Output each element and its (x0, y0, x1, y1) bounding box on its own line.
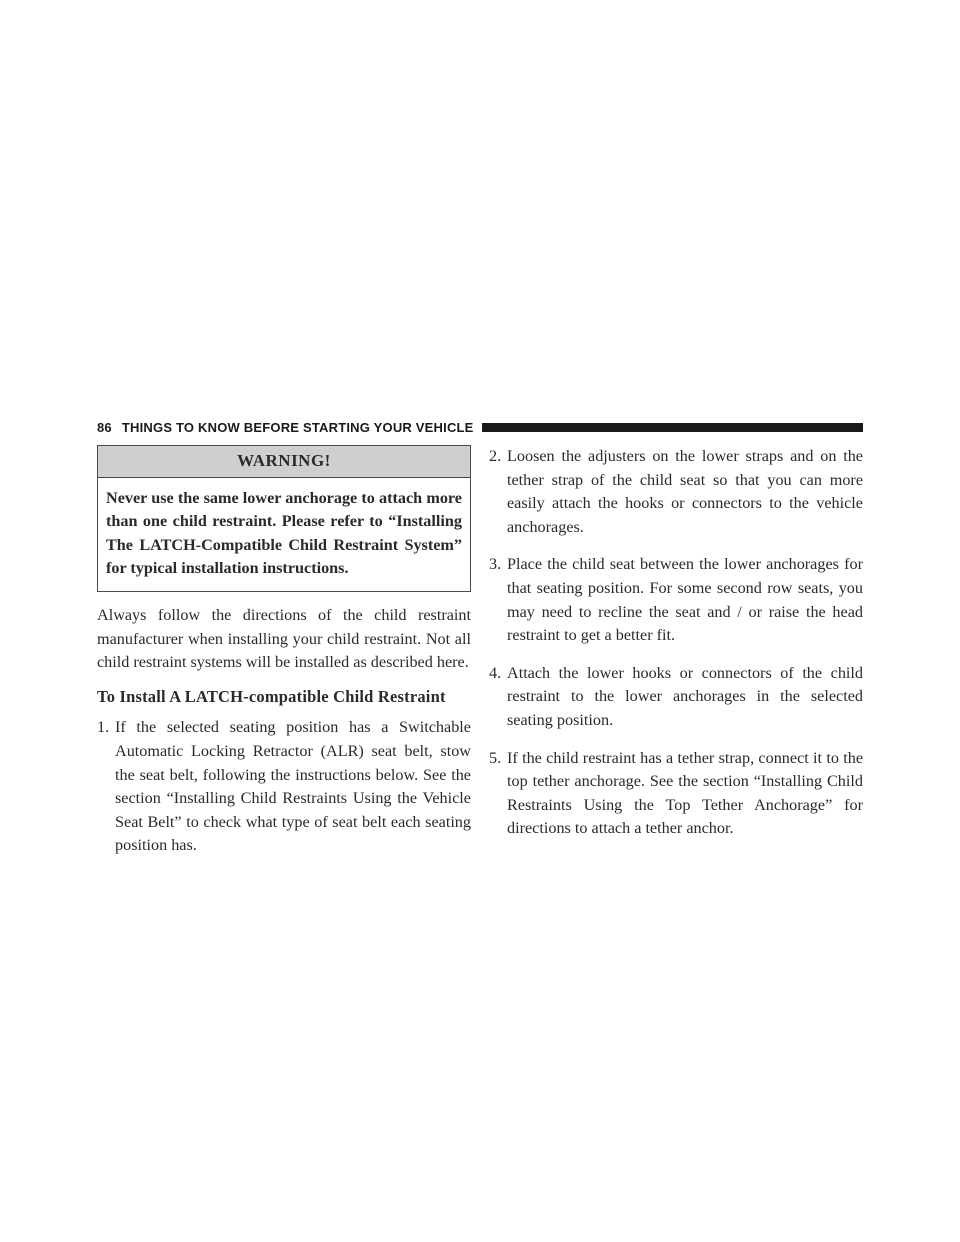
page-header (97, 417, 863, 437)
list-item (489, 553, 863, 647)
warning-title: WARNING! (98, 446, 470, 478)
subheading: To Install A LATCH-compatible Child Restraint (97, 686, 446, 706)
step-number: 1. (97, 718, 110, 737)
step-text: If the selected seating position has a Switchable Automatic Locking Retractor (ALR) seat belt, stow the seat belt, following the instructions below. See the section “Installing Child Restraints Using the Vehicle Seat Belt” to check what type of seat belt each seating position has. (115, 718, 471, 855)
step-text: If the child restraint has a tether strap, connect it to the top tether anchorage. See the section “Installing Child Restraints Using the Top Tether Anchorage” for directions to attach a tether anchor. (507, 748, 863, 838)
page-number: 86 (97, 419, 112, 435)
list-item (489, 662, 863, 733)
warning-box (97, 445, 471, 592)
step-number: 2. (489, 447, 502, 465)
steps-list-left (97, 716, 471, 858)
step-text: Loosen the adjusters on the lower straps and on the tether strap of the child seat so that you can more easily attach the hooks or connectors to the vehicle anchorages. (507, 447, 863, 536)
right-column (489, 445, 863, 855)
left-column (97, 445, 471, 870)
step-text: Attach the lower hooks or connectors of the child restraint to the lower anchorages in the selected seating position. (507, 663, 863, 729)
list-item (489, 747, 863, 841)
list-item (489, 445, 863, 539)
section-title: THINGS TO KNOW BEFORE STARTING YOUR VEHICLE (121, 419, 474, 435)
step-text: Place the child seat between the lower anchorages for that seating position. For some second row seats, you may need to recline the seat and / or raise the head restraint to get a better fit. (507, 555, 863, 645)
intro-paragraph: Always follow the directions of the child restraint manufacturer when installing your child restraint. Not all child restraint systems will be installed as described here. (97, 605, 471, 672)
header-rule (482, 423, 863, 432)
warning-text: Never use the same lower anchorage to attach more than one child restraint. Please refer to “Installing The LATCH-Compatible Child Restraint System” for typical installation instructions. (106, 488, 462, 578)
step-number: 3. (489, 555, 502, 574)
steps-list-right (489, 445, 863, 841)
step-number: 4. (489, 663, 502, 682)
list-item (97, 716, 471, 858)
step-number: 5. (489, 748, 502, 767)
